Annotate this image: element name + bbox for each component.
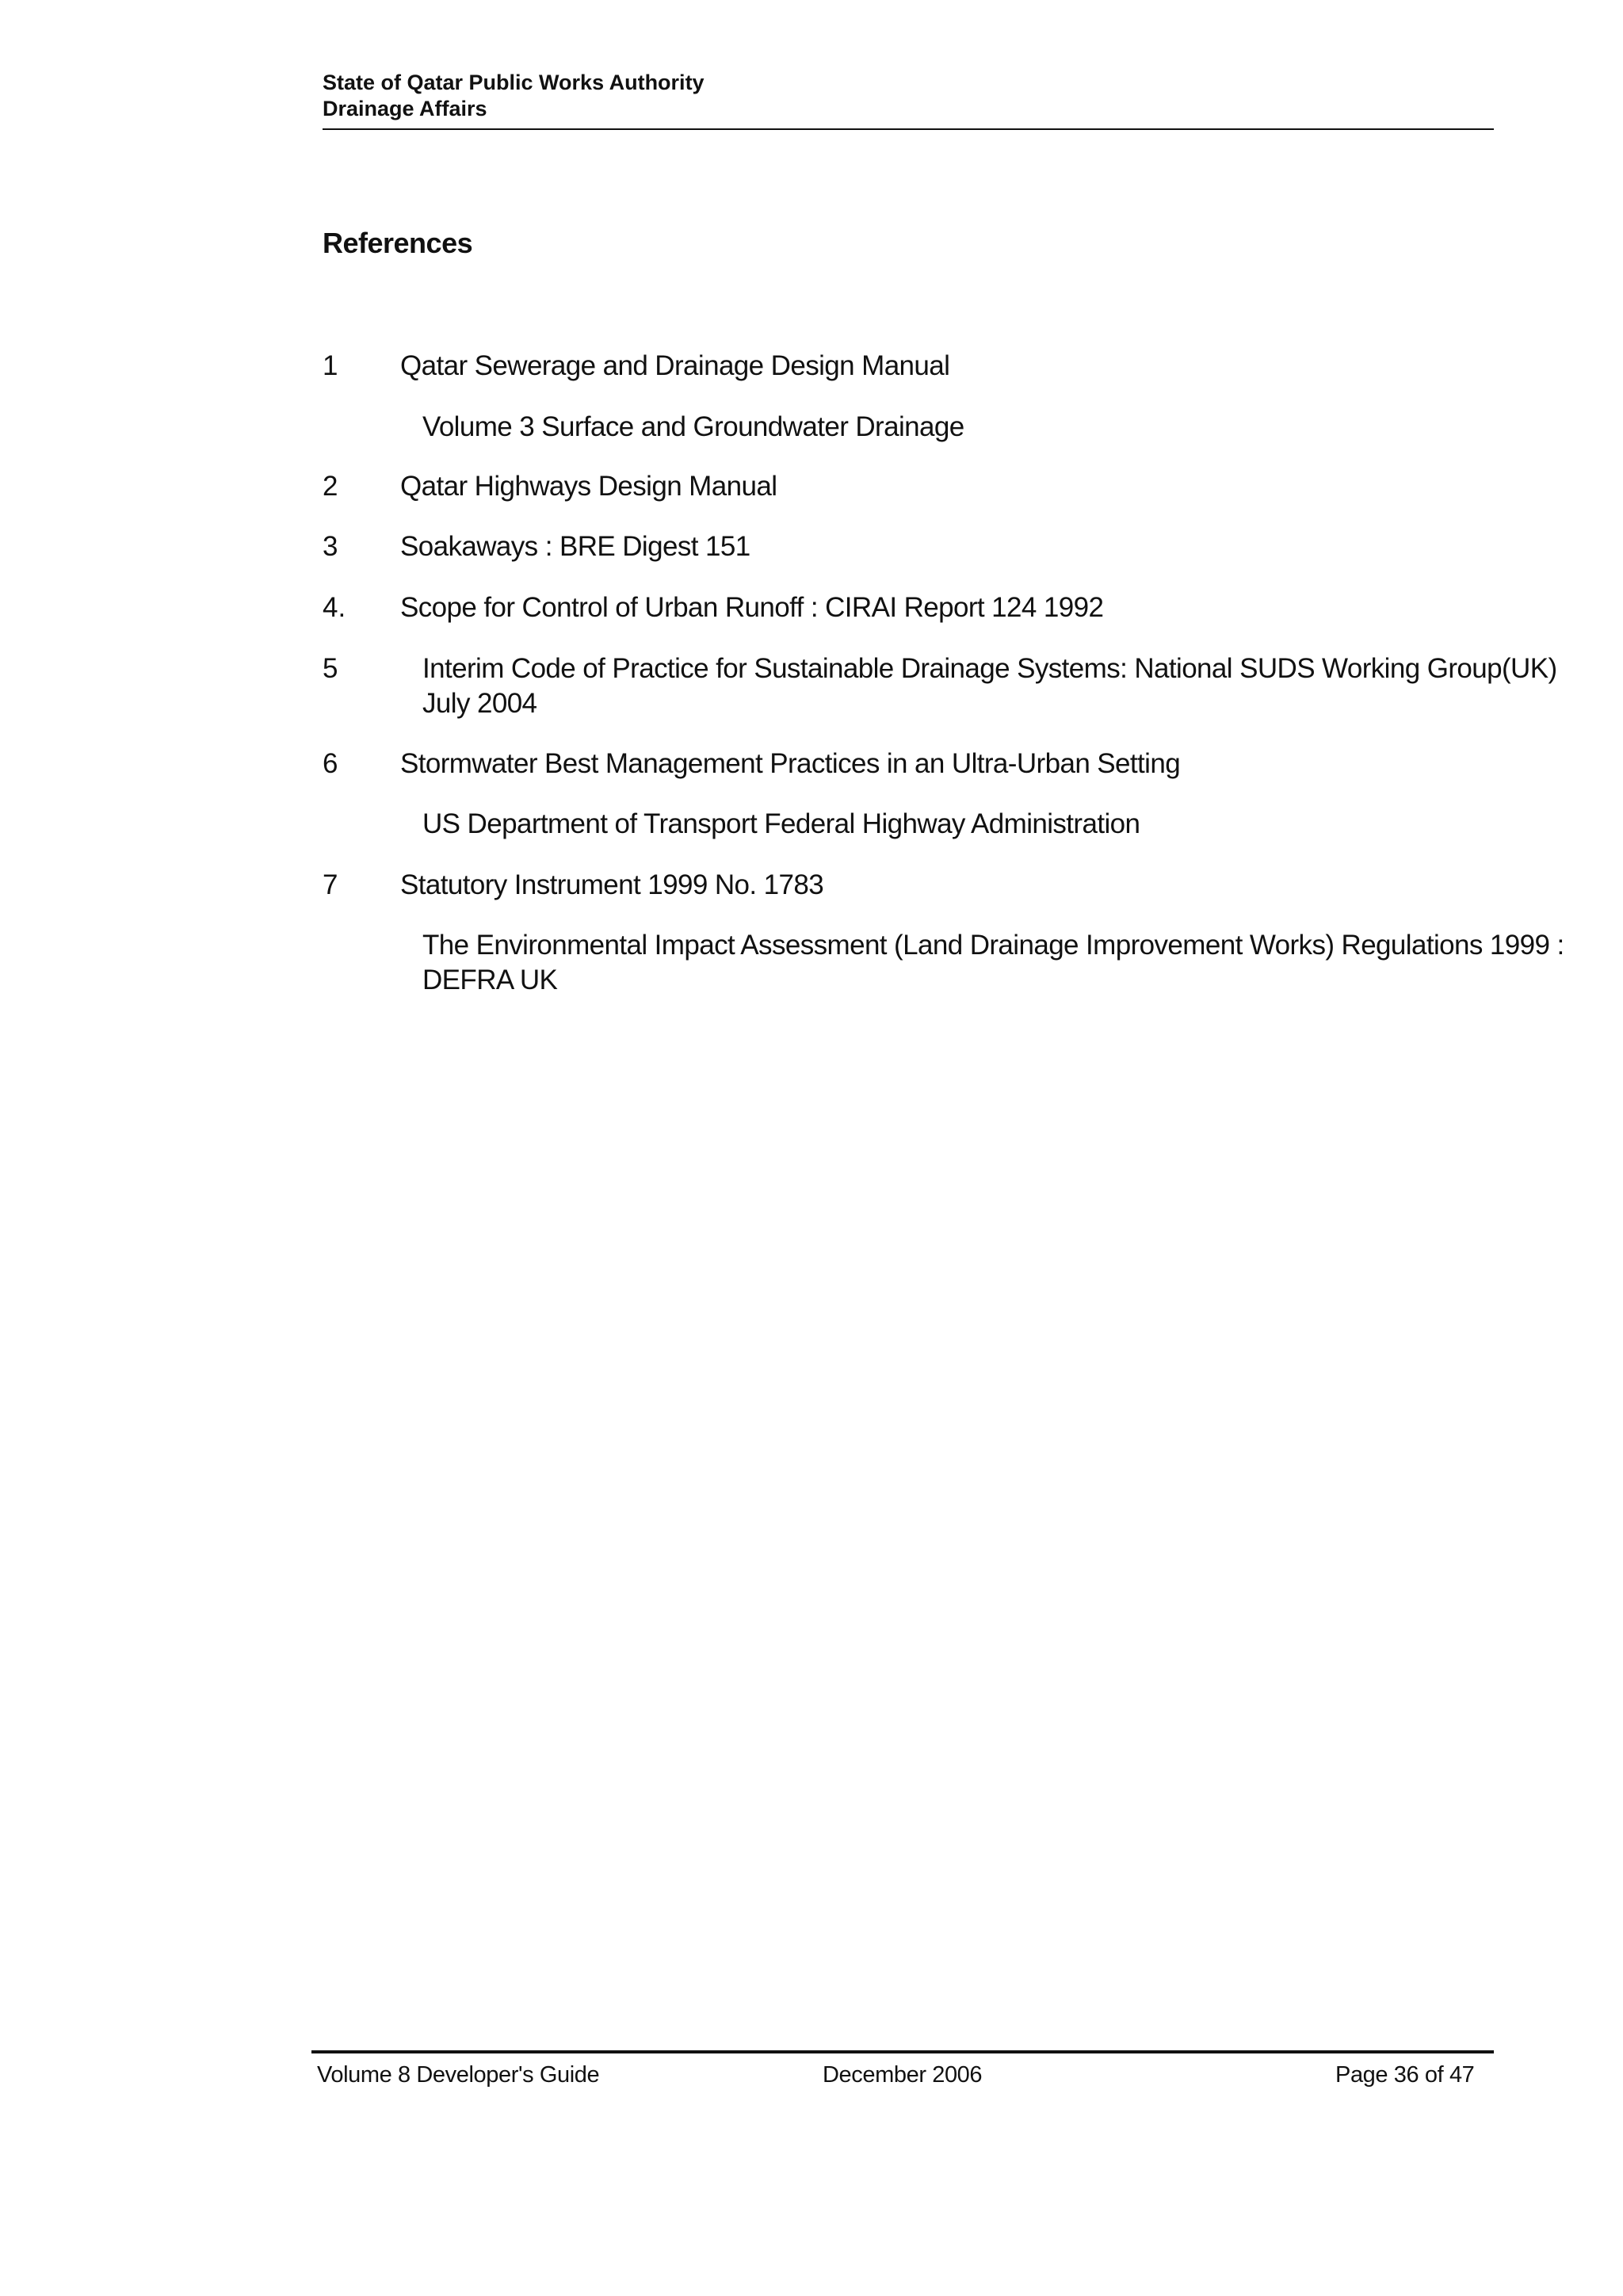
reference-number: 2 bbox=[323, 471, 338, 502]
reference-title: Soakaways : BRE Digest 151 bbox=[400, 531, 750, 562]
reference-number: 1 bbox=[323, 350, 338, 381]
header-divider bbox=[323, 128, 1494, 130]
reference-number: 4. bbox=[323, 592, 346, 623]
reference-subtitle: Volume 3 Surface and Groundwater Drainage bbox=[422, 411, 964, 442]
reference-subtitle: DEFRA UK bbox=[422, 965, 558, 995]
reference-number: 7 bbox=[323, 869, 338, 900]
reference-title: Stormwater Best Management Practices in an Ultra-Urban Setting bbox=[400, 748, 1181, 779]
footer-document-title: Volume 8 Developer's Guide bbox=[317, 2062, 600, 2088]
page-header bbox=[323, 70, 1494, 122]
reference-number: 3 bbox=[323, 531, 338, 562]
reference-subtitle: July 2004 bbox=[422, 688, 537, 719]
reference-title: Scope for Control of Urban Runoff : CIRAI Report 124 1992 bbox=[400, 592, 1104, 623]
footer-page-number: Page 36 of 47 bbox=[1335, 2062, 1475, 2088]
reference-subtitle: US Department of Transport Federal Highway Administration bbox=[422, 808, 1140, 839]
reference-title: Qatar Sewerage and Drainage Design Manual bbox=[400, 350, 950, 381]
footer-divider bbox=[311, 2050, 1494, 2053]
header-organization: State of Qatar Public Works Authority bbox=[323, 71, 705, 94]
section-title: References bbox=[323, 227, 473, 259]
reference-subtitle: Interim Code of Practice for Sustainable Drainage Systems: National SUDS Working Group(UK) bbox=[422, 653, 1557, 684]
reference-number: 5 bbox=[323, 653, 338, 684]
footer-date: December 2006 bbox=[823, 2062, 983, 2088]
reference-title: Statutory Instrument 1999 No. 1783 bbox=[400, 869, 824, 900]
header-department: Drainage Affairs bbox=[323, 97, 487, 120]
reference-title: Qatar Highways Design Manual bbox=[400, 471, 777, 502]
reference-number: 6 bbox=[323, 748, 338, 779]
reference-subtitle: The Environmental Impact Assessment (Land Drainage Improvement Works) Regulations 1999 : bbox=[422, 930, 1564, 961]
